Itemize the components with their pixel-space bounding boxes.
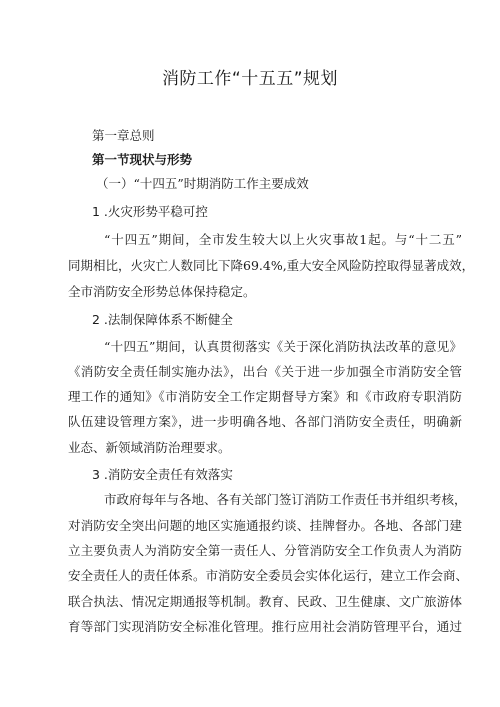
- paragraph-line: 安全责任人的责任体系。市消防安全委员会实体化运行，建立工作会商、: [68, 568, 469, 583]
- item-heading: 2 .法制保障体系不断健全: [92, 312, 233, 327]
- paragraph-line: 育等部门实现消防安全标准化管理。推行应用社会消防管理平台，通过: [68, 619, 462, 634]
- paragraph-line: 市政府每年与各地、各有关部门签订消防工作责任书并组织考核，: [104, 492, 467, 507]
- document-title: 消防工作“十五五”规划: [161, 69, 339, 89]
- paragraph-line: 立主要负责人为消防安全第一责任人、分管消防安全工作负责人为消防: [68, 543, 462, 558]
- paragraph-line: 《消防安全责任制实施办法》，出台《关于进一步加强全市消防安全管: [68, 364, 462, 379]
- section-heading: 第一节现状与形势: [92, 152, 193, 167]
- item-heading: 1 .火灾形势平稳可控: [92, 204, 208, 219]
- paragraph-line: “十四五”期间，认真贯彻落实《关于深化消防执法改革的意见》: [104, 339, 462, 354]
- subsection-heading: （一）“十四五”时期消防工作主要成效: [96, 176, 309, 191]
- chapter-heading: 第一章总则: [92, 128, 155, 143]
- paragraph-line: 队伍建设管理方案》，进一步明确各地、各部门消防安全责任，明确新: [68, 414, 462, 429]
- paragraph-line: “十四五”期间，全市发生较大以上火灾事故1起。与“十二五”: [104, 232, 462, 247]
- paragraph-line: 全市消防安全形势总体保持稳定。: [68, 284, 256, 299]
- item-heading: 3 .消防安全责任有效落实: [92, 467, 233, 482]
- paragraph-line: 联合执法、情况定期通报等机制。教育、民政、卫生健康、文广旅游体: [68, 594, 462, 609]
- paragraph-line: 同期相比，火灾亡人数同比下降69.4%,重大安全风险防控取得显著成效，: [68, 258, 475, 273]
- paragraph-line: 业态、新领域消防治理要求。: [68, 440, 231, 455]
- paragraph-line: 对消防安全突出问题的地区实施通报约谈、挂牌督办。各地、各部门建: [68, 518, 462, 533]
- paragraph-line: 理工作的通知》《市消防安全工作定期督导方案》和《市政府专职消防: [68, 389, 462, 404]
